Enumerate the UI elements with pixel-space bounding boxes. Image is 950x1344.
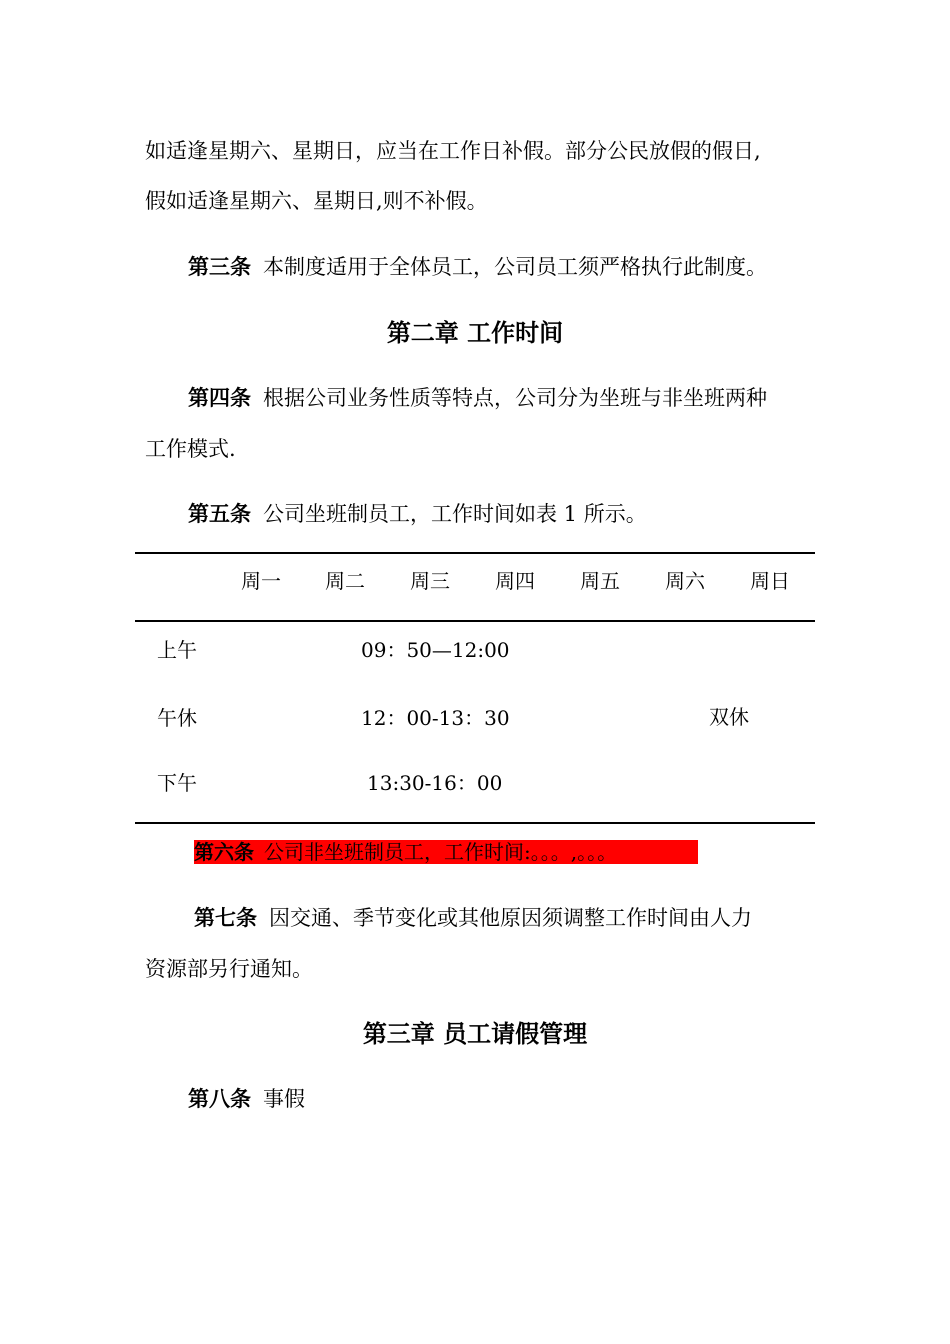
table-header-rule	[135, 620, 815, 622]
paragraph-line: 假如适逢星期六、星期日,则不补假。	[145, 189, 488, 213]
article-6-title: 第六条	[194, 840, 254, 864]
article-3	[188, 253, 767, 281]
article-3-title: 第三条	[188, 255, 251, 279]
table-row-label: 下午	[157, 771, 197, 795]
table-bottom-rule	[135, 822, 815, 824]
table-header-day: 周五	[580, 569, 620, 593]
table-top-rule	[135, 552, 815, 554]
table-row-time: 12：00-13：30	[361, 706, 510, 730]
table-row-label: 午休	[157, 706, 197, 730]
table-header-day: 周一	[241, 569, 281, 593]
chapter-3-heading: 第三章 员工请假管理	[362, 1020, 588, 1048]
article-8-title: 第八条	[188, 1087, 251, 1111]
table-row-time: 13:30-16：00	[367, 771, 503, 795]
article-7-continuation: 资源部另行通知。	[145, 957, 313, 981]
article-3-text: 本制度适用于全体员工，公司员工须严格执行此制度。	[263, 255, 767, 279]
article-6-highlight	[194, 840, 698, 864]
article-8	[188, 1085, 305, 1113]
table-header-day: 周四	[495, 569, 535, 593]
article-5	[188, 500, 647, 528]
article-8-text: 事假	[263, 1087, 305, 1111]
article-5-title: 第五条	[188, 502, 251, 526]
table-header-day: 周二	[325, 569, 365, 593]
article-7-title: 第七条	[194, 906, 257, 930]
article-7	[194, 904, 752, 932]
article-6-text: 公司非坐班制员工，工作时间:。。。,。。。	[264, 840, 618, 864]
article-5-text: 公司坐班制员工，工作时间如表 1 所示。	[263, 502, 647, 526]
article-7-text: 因交通、季节变化或其他原因须调整工作时间由人力	[269, 906, 752, 930]
table-row-label: 上午	[157, 638, 197, 662]
article-4-text: 根据公司业务性质等特点，公司分为坐班与非坐班两种	[263, 386, 767, 410]
table-weekend-note: 双休	[709, 705, 749, 729]
table-header-day: 周六	[665, 569, 705, 593]
article-4-continuation: 工作模式.	[145, 437, 236, 461]
table-header-day: 周三	[410, 569, 450, 593]
table-header-day: 周日	[750, 569, 790, 593]
article-4-title: 第四条	[188, 386, 251, 410]
chapter-2-heading: 第二章 工作时间	[386, 319, 564, 347]
article-4	[188, 384, 767, 412]
table-row-time: 09：50—12:00	[361, 638, 510, 662]
paragraph-line: 如适逢星期六、星期日，应当在工作日补假。部分公民放假的假日,	[145, 139, 761, 163]
